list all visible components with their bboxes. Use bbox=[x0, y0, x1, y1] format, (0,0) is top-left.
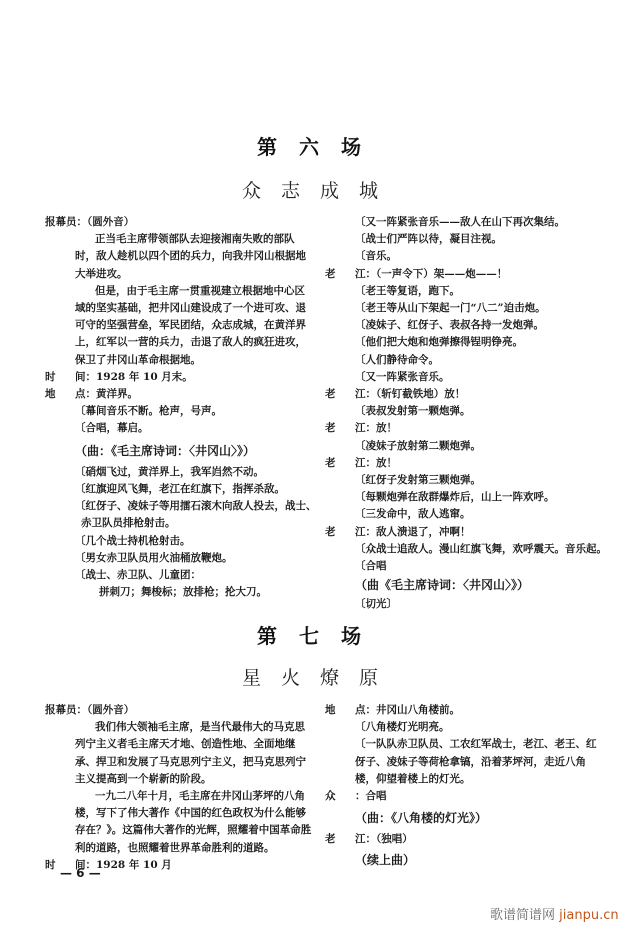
place-line bbox=[45, 386, 325, 403]
place-line bbox=[325, 702, 625, 719]
stage-direction: 〔他们把大炮和炮弹擦得锃明铮亮。 bbox=[355, 336, 523, 349]
continue-song: （续上曲） bbox=[355, 852, 416, 867]
chorus-value: ：合唱 bbox=[355, 790, 387, 803]
narration-line: 域的坚实基础，把井冈山建设成了一个进可攻、退 bbox=[75, 302, 306, 315]
narration-line: 大举进攻。 bbox=[75, 267, 128, 280]
cut-light: 〔切光〕 bbox=[355, 598, 397, 611]
chorus-label: 众 bbox=[325, 790, 336, 803]
speaker: 老 bbox=[325, 388, 336, 401]
time-value: 间：1928 年 10 月末。 bbox=[75, 370, 193, 383]
scene-6-right-column bbox=[325, 214, 625, 614]
chorus-line bbox=[325, 788, 625, 805]
stage-direction: 伢子、凌妹子等荷枪拿镐，沿着茅坪河，走近八角 bbox=[355, 755, 586, 768]
stage-direction: 〔幕间音乐不断。枪声，号声。 bbox=[75, 405, 222, 418]
narration-line: 可守的坚强营垒，军民团结，众志成城，在黄洋界 bbox=[75, 319, 306, 332]
time-label: 时 bbox=[45, 370, 56, 383]
scene-7-subtitle: 星火燎原 bbox=[241, 667, 398, 689]
stage-direction: 〔红伢子发射第三颗炮弹。 bbox=[355, 474, 481, 487]
narration-line: 利的道路，也照耀着世界革命胜利的道路。 bbox=[75, 841, 275, 854]
speaker: 老 bbox=[325, 267, 336, 280]
scene-6-left-column bbox=[45, 214, 325, 601]
speaker: 老 bbox=[325, 833, 336, 846]
narration-line: 列宁主义者毛主席天才地、创造性地、全面地继 bbox=[75, 738, 296, 751]
announcer-label: 报幕员：（圆外音） bbox=[45, 704, 135, 716]
narration-line: 我们伟大领袖毛主席，是当代最伟大的马克思 bbox=[95, 721, 305, 734]
scene-7-left-column bbox=[45, 702, 325, 874]
place-label: 地 bbox=[325, 704, 336, 716]
song-reference: （曲：《八角楼的灯光》） bbox=[355, 811, 488, 826]
time-value: 间：1928 年 10 月 bbox=[75, 858, 172, 871]
stage-direction: 〔硝烟飞过，黄洋界上，我军岿然不动。 bbox=[75, 465, 264, 478]
narration-line: 上，红军以一营的兵力，击退了敌人的疯狂进攻， bbox=[75, 336, 306, 349]
speaker: 老 bbox=[325, 422, 336, 435]
page-number: — 6 — bbox=[60, 866, 101, 880]
scene-7-right-column bbox=[325, 702, 625, 873]
speaker: 老 bbox=[325, 456, 336, 469]
place-label: 地 bbox=[45, 388, 56, 401]
stage-direction: 〔表叔发射第一颗炮弹。 bbox=[355, 405, 471, 418]
watermark bbox=[490, 904, 619, 923]
stage-direction: 〔人们静待命令。 bbox=[355, 353, 439, 366]
watermark-url: jianpu.cn bbox=[559, 908, 619, 923]
stage-direction: 〔合唱，幕启。 bbox=[75, 422, 149, 435]
stage-direction: 〔几个战士持机枪射击。 bbox=[75, 534, 191, 547]
watermark-site-name: 歌谱简谱网 bbox=[490, 908, 556, 923]
stage-direction: 〔每颗炮弹在敌群爆炸后，山上一阵欢呼。 bbox=[355, 491, 555, 504]
time-line bbox=[45, 369, 325, 386]
stage-direction: 赤卫队员排枪射击。 bbox=[81, 517, 176, 530]
dialogue-line: 老 江：（斩钉截铁地）放！ bbox=[325, 386, 625, 403]
stage-direction: 〔又一阵紧张音乐——敌人在山下再次集结。 bbox=[355, 216, 565, 228]
narration-line: 正当毛主席带领部队去迎接湘南失败的部队 bbox=[95, 233, 295, 246]
narration-line: 保卫了井冈山革命根据地。 bbox=[75, 353, 201, 366]
narration-line: 存在？》。这篇伟大著作的光辉，照耀着中国革命胜 bbox=[75, 824, 312, 837]
stage-direction: 〔红伢子、凌妹子等用擂石滚木向敌人投去，战士、 bbox=[75, 500, 317, 513]
dialogue-line: 老 江：放！ bbox=[325, 420, 625, 437]
dialogue-line: 老 江：（独唱） bbox=[325, 831, 625, 848]
scene-6-title: 第六场 bbox=[257, 135, 383, 159]
stage-direction: 〔又一阵紧张音乐。 bbox=[355, 370, 450, 383]
stage-direction: 〔老王等从山下架起一门“八二”迫击炮。 bbox=[355, 302, 546, 315]
narration-line: 承、捍卫和发展了马克思列宁主义，把马克思列宁 bbox=[75, 755, 306, 768]
stage-direction: 〔男女赤卫队员用火油桶放鞭炮。 bbox=[75, 551, 233, 564]
stage-direction: 拼刺刀；舞梭标；放排枪；抡大刀。 bbox=[99, 586, 267, 599]
place-value: 点：井冈山八角楼前。 bbox=[355, 704, 460, 716]
dialogue-line: 老 江：放！ bbox=[325, 455, 625, 472]
speaker: 老 bbox=[325, 525, 336, 538]
stage-direction: 〔八角楼灯光明亮。 bbox=[355, 721, 450, 734]
stage-direction: 〔战士、赤卫队、儿童团： bbox=[75, 569, 201, 582]
narration-line: 楼，写下了伟大著作《中国的红色政权为什么能够 bbox=[75, 807, 306, 820]
stage-direction: 〔一队队赤卫队员、工农红军战士，老江、老王、红 bbox=[355, 738, 597, 751]
scene-7-title: 第七场 bbox=[257, 624, 383, 648]
place-value: 点：黄洋界。 bbox=[75, 388, 138, 401]
stage-direction: 〔老王等复语，跑下。 bbox=[355, 284, 460, 297]
song-reference: （曲：《毛主席诗词：〈井冈山〉》） bbox=[75, 443, 256, 458]
narration-line: 时，敌人趁机以四个团的兵力，向我井冈山根据地 bbox=[75, 250, 306, 263]
narration-line: 但是，由于毛主席一贯重视建立根据地中心区 bbox=[95, 284, 305, 297]
stage-direction: 〔众战士追敌人。漫山红旗飞舞，欢呼震天。音乐起。 bbox=[355, 542, 607, 555]
dialogue-line: 老 江：（一声令下）架——炮——！ bbox=[325, 266, 625, 283]
narration-line: 主义提高到一个崭新的阶段。 bbox=[75, 772, 212, 785]
song-reference: （曲《毛主席诗词：〈井冈山〉》） bbox=[355, 578, 530, 593]
time-label: 时 bbox=[45, 858, 56, 871]
dialogue-line: 老 江：敌人溃退了，冲啊！ bbox=[325, 524, 625, 541]
stage-direction: 〔凌妹子、红伢子、表叔各持一发炮弹。 bbox=[355, 319, 544, 332]
stage-direction: 〔战士们严阵以待，凝目注视。 bbox=[355, 233, 502, 246]
narration-line: 一九二八年十月，毛主席在井冈山茅坪的八角 bbox=[95, 790, 305, 803]
stage-direction: 〔合唱 bbox=[355, 560, 387, 573]
announcer-label: 报幕员：（圆外音） bbox=[45, 216, 135, 228]
stage-direction: 〔凌妹子放射第二颗炮弹。 bbox=[355, 439, 481, 452]
scene-6-subtitle: 众志成城 bbox=[241, 180, 398, 202]
stage-direction: 〔音乐。 bbox=[355, 250, 397, 263]
stage-direction: 楼，仰望着楼上的灯光。 bbox=[355, 772, 471, 785]
stage-direction: 〔三发命中，敌人逃窜。 bbox=[355, 508, 471, 521]
stage-direction: 〔红旗迎风飞舞，老江在红旗下，指挥杀敌。 bbox=[75, 483, 285, 496]
